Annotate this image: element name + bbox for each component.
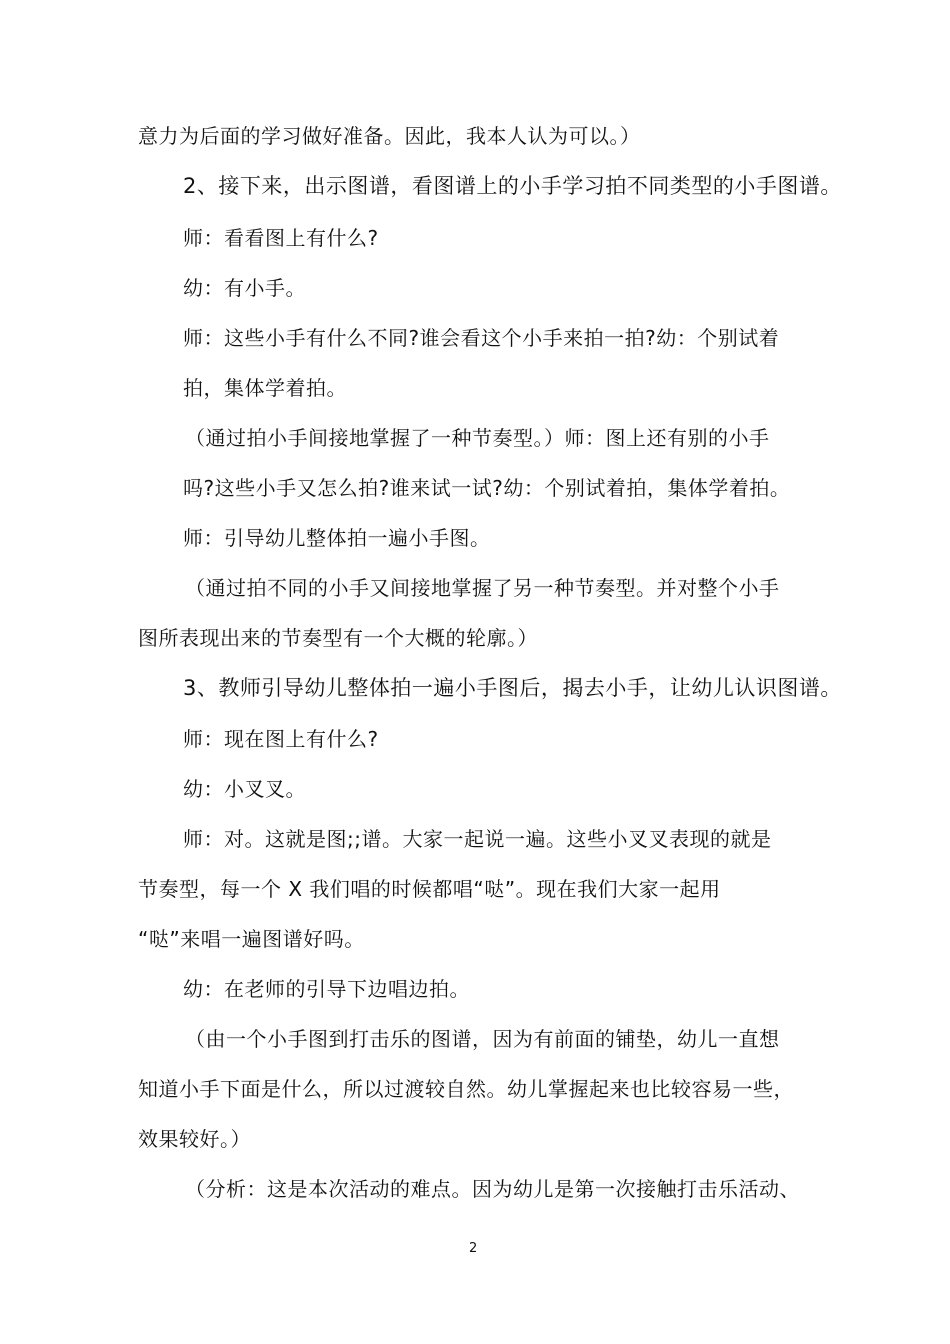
- text-line: 2、接下来，出示图谱，看图谱上的小手学习拍不同类型的小手图谱。: [183, 174, 842, 198]
- page-number: 2: [469, 1241, 478, 1256]
- text-line: 师：看看图上有什么?: [183, 226, 379, 250]
- text-line: 幼：有小手。: [183, 276, 306, 300]
- text-line: “哒”来唱一遍图谱好吗。: [138, 927, 365, 951]
- text-line: 效果较好。）: [138, 1127, 251, 1151]
- text-line: 幼：小叉叉。: [183, 777, 306, 801]
- text-line: 师：这些小手有什么不同?谁会看这个小手来拍一拍?幼：个别试着: [183, 326, 780, 350]
- text-line: 3、教师引导幼儿整体拍一遍小手图后，揭去小手，让幼儿认识图谱。: [183, 676, 842, 700]
- text-line: 吗?这些小手又怎么拍?谁来试一试?幼：个别试着拍，集体学着拍。: [183, 476, 791, 500]
- text-line: 意力为后面的学习做好准备。因此，我本人认为可以。）: [138, 124, 641, 148]
- text-line: （由一个小手图到打击乐的图谱，因为有前面的铺垫，幼儿一直想: [185, 1027, 780, 1051]
- text-line: 图所表现出来的节奏型有一个大概的轮廓。）: [138, 626, 538, 650]
- text-line: 师：对。这就是图;;谱。大家一起说一遍。这些小叉叉表现的就是: [183, 827, 772, 851]
- text-line: （分析：这是本次活动的难点。因为幼儿是第一次接触打击乐活动、: [185, 1177, 800, 1201]
- text-line: 师：现在图上有什么?: [183, 727, 379, 751]
- text-line: 师：引导幼儿整体拍一遍小手图。: [183, 526, 491, 550]
- text-line: 幼：在老师的引导下边唱边拍。: [183, 977, 470, 1001]
- text-line: （通过拍小手间接地掌握了一种节奏型。）师：图上还有别的小手: [185, 426, 770, 450]
- text-line: 知道小手下面是什么，所以过渡较自然。幼儿掌握起来也比较容易一些，: [138, 1077, 794, 1101]
- text-line: （通过拍不同的小手又间接地掌握了另一种节奏型。并对整个小手: [185, 576, 780, 600]
- text-line: 节奏型，每一个 X 我们唱的时候都唱“哒”。现在我们大家一起用: [138, 877, 721, 901]
- text-line: 拍，集体学着拍。: [183, 376, 347, 400]
